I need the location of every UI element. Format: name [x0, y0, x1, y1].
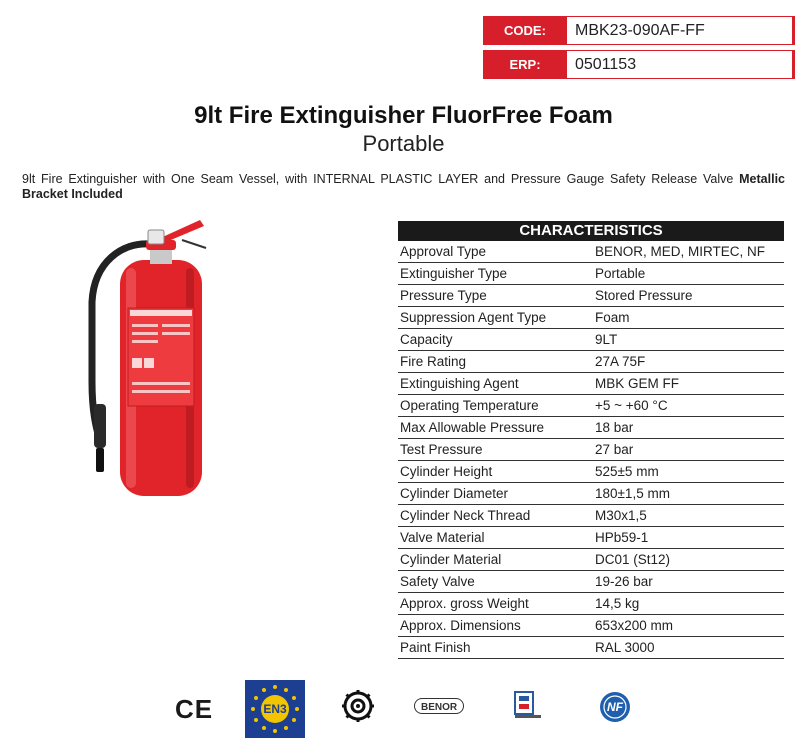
- characteristic-label: Operating Temperature: [400, 398, 539, 413]
- code-row: [483, 16, 795, 45]
- ce-mark-text: CE: [175, 694, 214, 724]
- characteristic-value: 525±5 mm: [595, 464, 659, 479]
- characteristic-row: [398, 461, 784, 483]
- characteristics-rows: [398, 241, 784, 659]
- code-value: MBK23-090AF-FF: [567, 16, 795, 45]
- characteristic-value: HPb59-1: [595, 530, 649, 545]
- characteristic-label: Approx. gross Weight: [400, 596, 529, 611]
- product-description: [22, 172, 785, 202]
- benor-logo-text: BENOR: [421, 702, 458, 713]
- characteristic-row: [398, 417, 784, 439]
- characteristic-label: Suppression Agent Type: [400, 310, 547, 325]
- characteristic-row: [398, 527, 784, 549]
- characteristic-row: [398, 285, 784, 307]
- characteristic-label: Capacity: [400, 332, 453, 347]
- characteristic-row: [398, 373, 784, 395]
- nf-logo-icon: [598, 690, 632, 729]
- erp-row: [483, 50, 795, 79]
- characteristic-label: Approval Type: [400, 244, 487, 259]
- ce-mark-icon: [175, 694, 213, 725]
- characteristic-label: Valve Material: [400, 530, 485, 545]
- characteristic-value: M30x1,5: [595, 508, 647, 523]
- erp-value: 0501153: [567, 50, 795, 79]
- characteristic-row: [398, 307, 784, 329]
- erp-label: ERP:: [483, 50, 567, 79]
- characteristic-row: [398, 263, 784, 285]
- characteristic-value: 653x200 mm: [595, 618, 674, 633]
- characteristics-header: CHARACTERISTICS: [398, 221, 784, 241]
- characteristic-value: 14,5 kg: [595, 596, 640, 611]
- characteristic-label: Max Allowable Pressure: [400, 420, 545, 435]
- characteristic-value: 18 bar: [595, 420, 634, 435]
- characteristic-label: Safety Valve: [400, 574, 475, 589]
- characteristic-label: Cylinder Height: [400, 464, 493, 479]
- characteristic-row: [398, 637, 784, 659]
- characteristic-value: DC01 (St12): [595, 552, 671, 567]
- characteristic-row: [398, 571, 784, 593]
- characteristic-value: 27 bar: [595, 442, 634, 457]
- characteristic-label: Pressure Type: [400, 288, 487, 303]
- characteristic-row: [398, 593, 784, 615]
- characteristic-row: [398, 615, 784, 637]
- characteristic-value: +5 ~ +60 °C: [595, 398, 668, 413]
- characteristic-row: [398, 351, 784, 373]
- characteristic-row: [398, 505, 784, 527]
- characteristic-value: RAL 3000: [595, 640, 655, 655]
- characteristic-row: [398, 395, 784, 417]
- wheelmark-icon: [342, 690, 374, 727]
- characteristic-value: Portable: [595, 266, 646, 281]
- characteristic-value: 27A 75F: [595, 354, 646, 369]
- description-bold: Metallic Bracket Included: [22, 172, 785, 201]
- characteristics-table: [398, 221, 784, 659]
- characteristic-value: Stored Pressure: [595, 288, 693, 303]
- characteristic-value: 19-26 bar: [595, 574, 653, 589]
- description-text: 9lt Fire Extinguisher with One Seam Vessel, with INTERNAL PLASTIC LAYER and Pressure Gauge Safety Release Valve: [22, 172, 740, 186]
- marine-equipment-logo-icon: [513, 690, 543, 725]
- characteristic-label: Test Pressure: [400, 442, 483, 457]
- certification-logos: [0, 676, 807, 740]
- characteristic-label: Cylinder Diameter: [400, 486, 509, 501]
- characteristic-label: Approx. Dimensions: [400, 618, 521, 633]
- characteristic-value: Foam: [595, 310, 630, 325]
- product-title: 9lt Fire Extinguisher FluorFree Foam: [194, 102, 613, 129]
- code-label: CODE:: [483, 16, 567, 45]
- nf-logo-text: NF: [607, 700, 623, 714]
- characteristic-label: Extinguisher Type: [400, 266, 508, 281]
- characteristic-value: 180±1,5 mm: [595, 486, 670, 501]
- characteristic-row: [398, 439, 784, 461]
- en3-logo-icon: [245, 680, 305, 743]
- characteristic-label: Extinguishing Agent: [400, 376, 519, 391]
- characteristic-row: [398, 241, 784, 263]
- product-codes: [483, 16, 795, 84]
- characteristic-row: [398, 549, 784, 571]
- product-subtitle: Portable: [362, 131, 445, 156]
- characteristic-row: [398, 329, 784, 351]
- characteristic-label: Paint Finish: [400, 640, 471, 655]
- characteristic-label: Cylinder Neck Thread: [400, 508, 531, 523]
- characteristic-label: Fire Rating: [400, 354, 467, 369]
- characteristic-label: Cylinder Material: [400, 552, 502, 567]
- en3-logo-text: EN3: [263, 702, 287, 716]
- characteristic-value: 9LT: [595, 332, 618, 347]
- characteristic-value: BENOR, MED, MIRTEC, NF: [595, 244, 766, 259]
- benor-logo-icon: [414, 698, 464, 714]
- fire-extinguisher-image: [82, 212, 222, 502]
- characteristic-value: MBK GEM FF: [595, 376, 679, 391]
- characteristic-row: [398, 483, 784, 505]
